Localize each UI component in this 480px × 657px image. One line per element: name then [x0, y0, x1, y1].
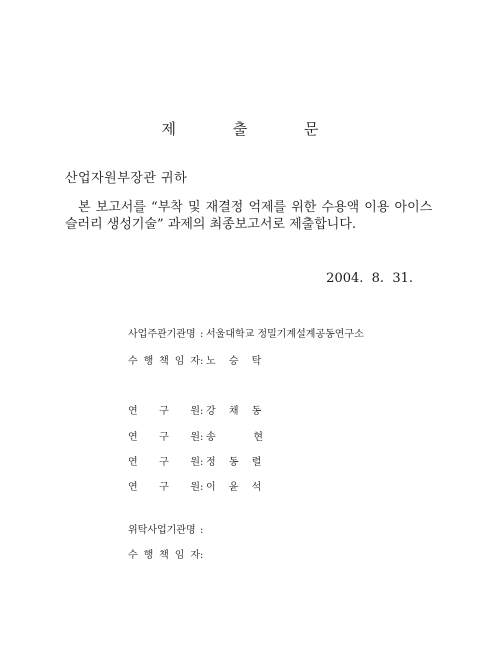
label-char: 임: [174, 550, 185, 561]
researcher-label: [128, 428, 200, 443]
label-char: 책: [159, 550, 169, 561]
colon: :: [200, 482, 204, 493]
colon: :: [200, 432, 204, 443]
recipient: 산업자원부장관 귀하: [65, 171, 188, 186]
label-char: 연: [128, 457, 138, 468]
colon: :: [200, 525, 204, 536]
researcher-row: [128, 428, 268, 443]
label-char: 구: [159, 457, 169, 468]
label-char: 구: [159, 406, 169, 417]
label-char: 구: [159, 482, 169, 493]
researcher-value: 정 동 렬: [206, 457, 267, 468]
label-char: 수: [128, 550, 138, 561]
statement-line-1: 본 보고서를 “부착 및 재결정 억제를 위한 수용액 이용 아이스: [78, 200, 433, 215]
page-title: 제 출 문: [161, 120, 345, 138]
colon: :: [200, 550, 204, 561]
label-char: 임: [174, 356, 185, 367]
label-char: 자: [190, 356, 200, 367]
label-char: 원: [190, 406, 200, 417]
researcher-value: 송 현: [206, 432, 269, 443]
consign-lead-row: [128, 546, 206, 561]
label-char: 연: [128, 406, 138, 417]
researcher-row: [128, 402, 266, 417]
researcher-value: 강 채 동: [206, 406, 267, 417]
org-label: 사업주관기관명: [128, 329, 196, 340]
label-char: 자: [190, 550, 200, 561]
label-char: 행: [143, 356, 154, 367]
statement-line-2: 슬러리 생성기술” 과제의 최종보고서로 제출합니다.: [65, 217, 357, 232]
label-char: 구: [159, 432, 169, 443]
submission-statement: [65, 199, 433, 233]
researcher-label: [128, 453, 200, 468]
lead-label: [128, 352, 200, 367]
org-value: 서울대학교 정밀기계설계공동연구소: [206, 329, 364, 340]
label-char: 연: [128, 432, 138, 443]
label-char: 수: [128, 356, 138, 367]
label-char: 행: [143, 550, 154, 561]
label-char: 원: [190, 432, 200, 443]
consign-lead-label: [128, 546, 200, 561]
label-char: 연: [128, 482, 138, 493]
submission-date: 2004. 8. 31.: [326, 271, 413, 286]
colon: :: [200, 406, 204, 417]
colon: :: [200, 457, 204, 468]
consign-org-row: [128, 521, 206, 536]
researcher-label: [128, 478, 200, 493]
label-char: 원: [190, 482, 200, 493]
researcher-label: [128, 402, 200, 417]
org-row: [128, 325, 364, 340]
colon: :: [200, 356, 204, 367]
label-char: 원: [190, 457, 200, 468]
consign-org-label: 위탁사업기관명: [128, 525, 196, 536]
label-char: 책: [159, 356, 169, 367]
colon: :: [200, 329, 204, 340]
lead-value: 노 승 탁: [206, 356, 267, 367]
researcher-row: [128, 453, 266, 468]
lead-row: [128, 352, 266, 367]
researcher-value: 이 윤 석: [206, 482, 267, 493]
researcher-row: [128, 478, 266, 493]
